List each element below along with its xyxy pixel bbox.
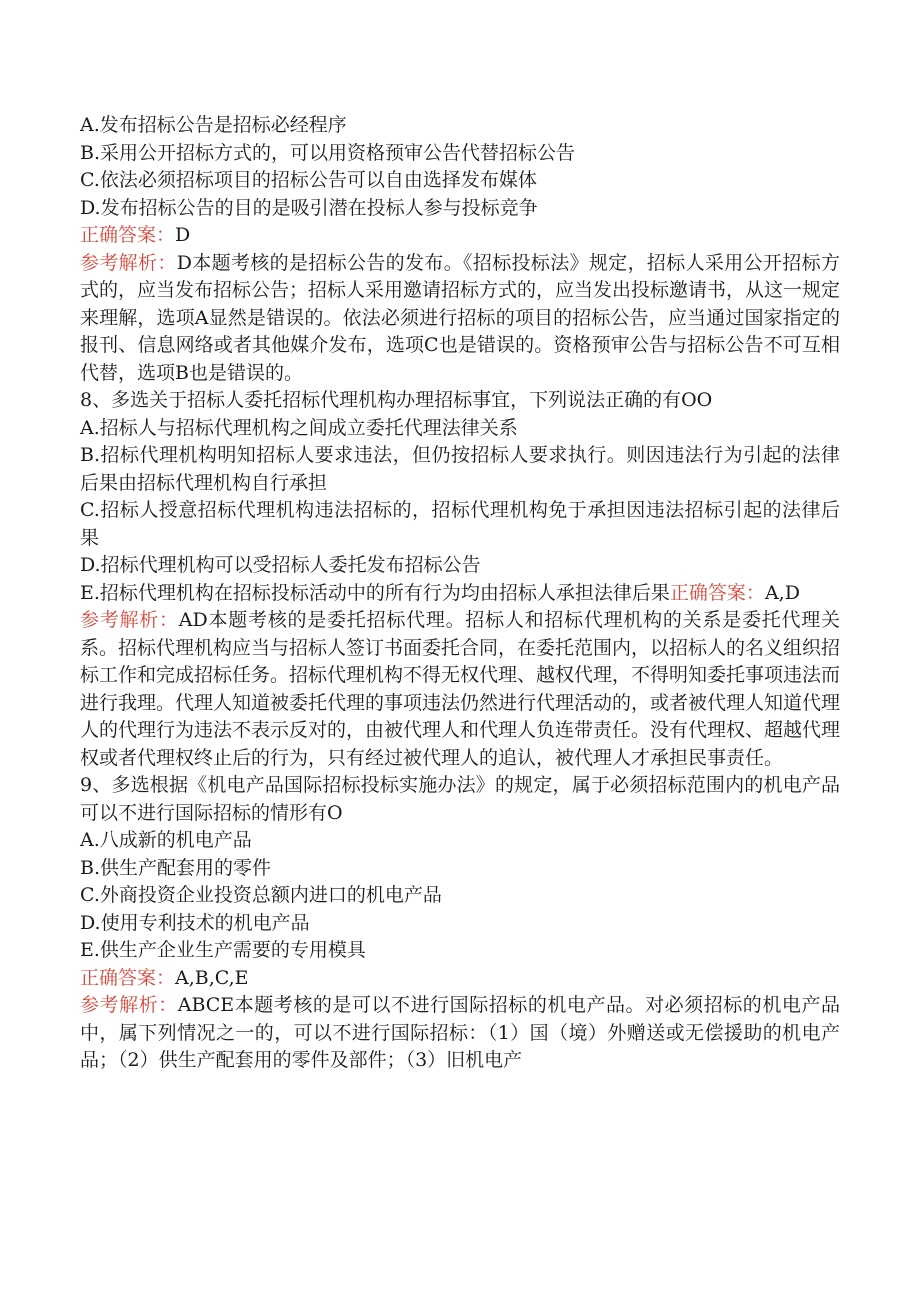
q8-analysis-label: 参考解析：	[80, 609, 179, 631]
q8-option-a: A.招标人与招标代理机构之间成立委托代理法律关系	[80, 416, 518, 439]
q7-answer-value: D	[175, 224, 191, 246]
q7-analysis	[80, 250, 840, 388]
q8-question: 8、多选关于招标人委托招标代理机构办理招标事宜，下列说法正确的有OO	[80, 389, 713, 411]
q7-option-d: D.发布招标公告的目的是吸引潜在投标人参与投标竞争	[80, 196, 538, 219]
q7-answer-label: 正确答案：	[80, 224, 176, 246]
q7-analysis-text: D本题考核的是招标公告的发布。《招标投标法》规定，招标人采用公开招标方式的，应当发布招标公告；招标人采用邀请招标方式的，应当发出投标邀请书，从这一规定来理解，选项A显然是错误的。依法必须进行招标的项目的招标公告，应当通过国家指定的报刊、信息网络或者其他媒介发布，选项C也是错误的。资格预审公告与招标公告不可互相代替，选项B也是错误的。	[80, 251, 841, 384]
q8-answer-label: 正确答案：	[669, 581, 765, 604]
q8-analysis	[80, 607, 840, 772]
q9-answer	[80, 965, 840, 993]
q9-analysis	[80, 992, 840, 1075]
q8-option-c: C.招标人授意招标代理机构违法招标的，招标代理机构免于承担因违法招标引起的法律后果	[80, 499, 840, 549]
q8-answer-value: A,D	[764, 581, 800, 604]
q9-option-d: D.使用专利技术的机电产品	[80, 911, 310, 934]
question-9-block	[80, 772, 840, 1075]
q8-analysis-text: AD本题考核的是委托招标代理。招标人和招标代理机构的关系是委托代理关系。招标代理机构应当与招标人签订书面委托合同，在委托范围内，以招标人的名义组织招标工作和完成招标任务。招标代理机构不得无权代理、越权代理，不得明知委托事项违法而进行我理。代理人知道被委托代理的事项违法仍然进行代理活动的，或者被代理人知道代理人的代理行为违法不表示反对的，由被代理人和代理人负连带责任。没有代理权、超越代理权或者代理权终止后的行为，只有经过被代理人的追认，被代理人才承担民事责任。	[80, 609, 841, 769]
q7-answer	[80, 222, 840, 250]
question-8-block	[80, 387, 840, 772]
q9-answer-value: A,B,C,E	[175, 966, 249, 989]
q8-option-e-with-answer	[80, 580, 840, 608]
q8-option-b: B.招标代理机构明知招标人要求违法，但仍按招标人要求执行。则因违法行为引起的法律后果由招标代理机构自行承担	[80, 444, 840, 494]
q7-analysis-label: 参考解析：	[80, 251, 177, 274]
q9-analysis-label: 参考解析：	[80, 994, 178, 1016]
q7-option-a: A.发布招标公告是招标必经程序	[80, 114, 347, 136]
q8-option-d: D.招标代理机构可以受招标人委托发布招标公告	[80, 554, 481, 576]
q9-option-a: A.八成新的机电产品	[80, 829, 252, 851]
q9-option-c: C.外商投资企业投资总额内进口的机电产品	[80, 884, 442, 906]
q9-answer-label: 正确答案：	[80, 966, 176, 989]
q9-option-e: E.供生产企业生产需要的专用模具	[80, 939, 366, 961]
q9-option-b: B.供生产配套用的零件	[80, 856, 272, 879]
q9-analysis-text: ABCE本题考核的是可以不进行国际招标的机电产品。对必须招标的机电产品中，属下列情况之一的，可以不进行国际招标：（1）国（境）外赠送或无偿援助的机电产品；（2）供生产配套用的零件及部件；（3）旧机电产	[80, 994, 840, 1071]
q9-question: 9、多选根据《机电产品国际招标投标实施办法》的规定，属于必须招标范围内的机电产品可以不进行国际招标的情形有O	[80, 774, 840, 824]
question-7-block	[80, 112, 840, 387]
q7-option-c: C.依法必须招标项目的招标公告可以自由选择发布媒体	[80, 169, 537, 191]
document-page	[80, 112, 840, 1075]
q8-option-e: E.招标代理机构在招标投标活动中的所有行为均由招标人承担法律后果	[80, 581, 670, 604]
q7-option-b: B.采用公开招标方式的，可以用资格预审公告代替招标公告	[80, 141, 576, 164]
